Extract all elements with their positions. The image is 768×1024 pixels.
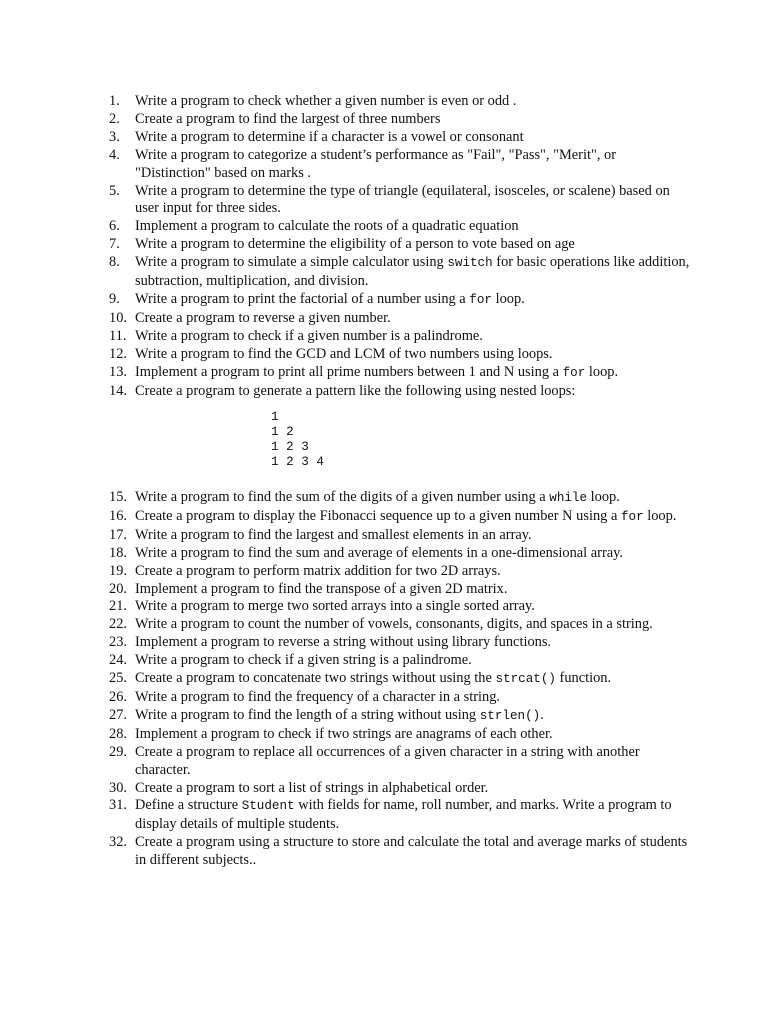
- text-run: Implement a program to reverse a string without using library functions.: [135, 634, 552, 651]
- item-number-text: 5.: [109, 182, 120, 199]
- list-item: [100, 383, 690, 401]
- text-run: Implement a program to calculate the roots of a quadratic equation: [135, 218, 519, 235]
- list-item: [100, 563, 690, 581]
- list-item: [100, 291, 690, 310]
- item-number: [100, 670, 135, 689]
- list-item: [100, 183, 690, 219]
- list-item: [100, 111, 690, 129]
- list-item: [100, 652, 690, 670]
- item-number-text: 14.: [109, 382, 127, 399]
- list-item: [100, 616, 690, 634]
- list-item: [100, 508, 690, 527]
- item-number-text: 15.: [109, 489, 127, 506]
- item-number-text: 23.: [109, 634, 127, 651]
- item-number-text: 30.: [109, 779, 127, 796]
- text-run: Write a program to check if a given number is a palindrome.: [135, 327, 483, 344]
- text-run: Implement a program to find the transpose of a given 2D matrix.: [135, 580, 508, 597]
- text-run: Create a program to find the largest of three numbers: [135, 110, 441, 127]
- text-run: Implement a program to check if two strings are anagrams of each other.: [135, 725, 553, 742]
- item-number: [100, 291, 135, 310]
- item-text: [135, 291, 690, 310]
- text-run: Create a program to perform matrix addition for two 2D arrays.: [135, 562, 501, 579]
- item-text: [135, 236, 690, 254]
- text-run: loop.: [585, 363, 619, 380]
- pattern-line: 1 2 3 4: [271, 455, 324, 470]
- item-number-text: 2.: [109, 110, 120, 127]
- list-item: [100, 689, 690, 707]
- list-item: [100, 797, 690, 834]
- item-text: [135, 129, 690, 147]
- text-run: Create a program to sort a list of strings in alphabetical order.: [135, 779, 489, 796]
- item-text: [135, 527, 690, 545]
- item-text: [135, 834, 690, 870]
- inline-code: strcat(): [495, 672, 556, 687]
- item-text: [135, 670, 690, 689]
- item-number-text: 27.: [109, 706, 127, 723]
- text-run: Write a program to find the largest and smallest elements in an array.: [135, 526, 532, 543]
- inline-code: for: [562, 365, 586, 380]
- item-number-text: 31.: [109, 797, 127, 814]
- text-run: Write a program to find the sum of the digits of a given number using a: [135, 489, 550, 506]
- list-item: [100, 129, 690, 147]
- number-pattern-block: [100, 410, 690, 470]
- item-number: [100, 581, 135, 599]
- item-number-text: 25.: [109, 670, 127, 687]
- text-run: loop.: [643, 507, 677, 524]
- list-item: [100, 726, 690, 744]
- text-run: with fields for name, roll number, and marks. Write a program to display details of multiple students.: [135, 797, 672, 833]
- text-run: Create a program to generate a pattern like the following using nested loops:: [135, 382, 576, 399]
- list-item: [100, 634, 690, 652]
- item-text: [135, 254, 690, 291]
- item-number: [100, 218, 135, 236]
- text-run: Write a program to check if a given string is a palindrome.: [135, 652, 472, 669]
- item-number-text: 29.: [109, 743, 127, 760]
- item-number-text: 18.: [109, 544, 127, 561]
- text-run: Write a program to print the factorial of a number using a: [135, 290, 470, 307]
- text-run: Implement a program to print all prime numbers between 1 and N using a: [135, 363, 563, 380]
- list-item: [100, 527, 690, 545]
- text-run: loop.: [491, 290, 525, 307]
- list-item: [100, 780, 690, 798]
- item-text: [135, 581, 690, 599]
- item-text: [135, 563, 690, 581]
- item-number: [100, 111, 135, 129]
- text-run: Define a structure: [135, 797, 242, 814]
- program-exercise-list: [100, 93, 690, 870]
- item-number-text: 6.: [109, 218, 120, 235]
- item-number-text: 20.: [109, 580, 127, 597]
- item-number: [100, 346, 135, 364]
- item-text: [135, 147, 690, 183]
- item-number-text: 28.: [109, 725, 127, 742]
- item-text: [135, 652, 690, 670]
- item-number-text: 26.: [109, 689, 127, 705]
- text-run: Write a program to find the GCD and LCM of two numbers using loops.: [135, 345, 553, 362]
- text-run: Create a program to replace all occurrences of a given character in a string with another character.: [135, 743, 640, 778]
- text-run: Write a program to determine the eligibility of a person to vote based on age: [135, 236, 575, 253]
- item-number-text: 16.: [109, 507, 127, 524]
- item-number-text: 22.: [109, 616, 127, 633]
- item-number: [100, 689, 135, 707]
- item-text: [135, 598, 690, 616]
- item-number-text: 24.: [109, 652, 127, 669]
- inline-code: strlen(): [479, 708, 541, 723]
- item-number: [100, 527, 135, 545]
- item-text: [135, 797, 690, 834]
- item-number: [100, 563, 135, 581]
- inline-code: for: [620, 509, 644, 524]
- item-number: [100, 616, 135, 634]
- text-run: Create a program to reverse a given number.: [135, 309, 391, 326]
- item-number: [100, 744, 135, 780]
- list-item: [100, 93, 690, 111]
- text-run: Write a program to find the frequency of a character in a string.: [135, 689, 501, 705]
- item-number: [100, 598, 135, 616]
- item-number: [100, 780, 135, 798]
- item-number-text: 9.: [109, 290, 120, 307]
- item-text: [135, 364, 690, 383]
- item-text: [135, 111, 690, 129]
- item-text: [135, 218, 690, 236]
- inline-code: switch: [447, 256, 493, 271]
- text-run: Write a program to find the sum and average of elements in a one-dimensional array.: [135, 544, 623, 561]
- text-run: Write a program to merge two sorted arrays into a single sorted array.: [135, 598, 535, 615]
- list-item: [100, 147, 690, 183]
- item-number-text: 21.: [109, 598, 127, 615]
- item-number: [100, 489, 135, 508]
- item-number: [100, 129, 135, 147]
- item-text: [135, 310, 690, 328]
- list-item: [100, 328, 690, 346]
- text-run: Create a program to concatenate two strings without using the: [135, 670, 496, 687]
- item-number: [100, 328, 135, 346]
- item-number-text: 3.: [109, 128, 120, 145]
- item-number: [100, 254, 135, 291]
- item-number: [100, 147, 135, 183]
- list-item: [100, 581, 690, 599]
- item-number: [100, 93, 135, 111]
- inline-code: while: [549, 491, 588, 506]
- item-text: [135, 508, 690, 527]
- item-number: [100, 545, 135, 563]
- item-text: [135, 744, 690, 780]
- item-text: [135, 93, 690, 111]
- text-run: .: [540, 706, 544, 723]
- list-item: [100, 545, 690, 563]
- inline-code: for: [469, 292, 492, 307]
- item-number: [100, 707, 135, 726]
- text-run: Write a program to find the length of a string without using: [135, 706, 480, 723]
- item-number: [100, 183, 135, 219]
- item-text: [135, 689, 690, 707]
- list-item: [100, 364, 690, 383]
- list-item: [100, 670, 690, 689]
- item-number-text: 8.: [109, 254, 120, 271]
- item-text: [135, 707, 690, 726]
- item-text: [135, 545, 690, 563]
- list-item: [100, 346, 690, 364]
- item-number: [100, 383, 135, 401]
- text-run: Write a program to count the number of vowels, consonants, digits, and spaces in a string.: [135, 616, 653, 633]
- item-number: [100, 310, 135, 328]
- item-number: [100, 634, 135, 652]
- pattern-line: 1 2 3: [271, 440, 309, 455]
- item-number-text: 13.: [109, 363, 127, 380]
- item-text: [135, 489, 690, 508]
- list-item: [100, 707, 690, 726]
- pattern-line: 1 2: [271, 425, 294, 440]
- item-text: [135, 634, 690, 652]
- item-number: [100, 364, 135, 383]
- list-item: [100, 744, 690, 780]
- list-item: [100, 598, 690, 616]
- item-text: [135, 383, 690, 401]
- pattern-line: 1: [271, 410, 279, 425]
- item-text: [135, 183, 690, 219]
- item-number-text: 1.: [109, 93, 120, 109]
- item-number: [100, 508, 135, 527]
- item-text: [135, 780, 690, 798]
- item-text: [135, 616, 690, 634]
- text-run: loop.: [587, 489, 620, 506]
- item-number-text: 10.: [109, 309, 127, 326]
- text-run: function.: [555, 670, 612, 687]
- item-number: [100, 652, 135, 670]
- item-text: [135, 726, 690, 744]
- inline-code: Student: [241, 799, 295, 814]
- list-item: [100, 310, 690, 328]
- item-number: [100, 834, 135, 870]
- text-run: Create a program using a structure to store and calculate the total and average marks of students in different subjects..: [135, 834, 688, 869]
- list-item: [100, 236, 690, 254]
- text-run: for basic operations like addition, subtraction, multiplication, and division.: [135, 254, 690, 290]
- item-number: [100, 797, 135, 834]
- item-number-text: 7.: [109, 236, 120, 253]
- list-item: [100, 489, 690, 508]
- text-run: Write a program to simulate a simple calculator using: [135, 254, 448, 271]
- item-number-text: 12.: [109, 345, 127, 362]
- item-text: [135, 346, 690, 364]
- item-number: [100, 236, 135, 254]
- item-number-text: 17.: [109, 526, 127, 543]
- item-number-text: 11.: [109, 327, 127, 344]
- list-item: [100, 254, 690, 291]
- text-run: Write a program to categorize a student’s performance as "Fail", "Pass", "Merit", or "Distinction" based on marks .: [135, 146, 617, 181]
- text-run: Write a program to determine if a character is a vowel or consonant: [135, 128, 524, 145]
- item-text: [135, 328, 690, 346]
- item-number: [100, 726, 135, 744]
- text-run: Write a program to determine the type of triangle (equilateral, isosceles, or scalene) based on user input for three sides.: [135, 182, 670, 217]
- item-number-text: 32.: [109, 834, 127, 851]
- list-item: [100, 834, 690, 870]
- text-run: Write a program to check whether a given number is even or odd .: [135, 93, 517, 109]
- text-run: Create a program to display the Fibonacci sequence up to a given number N using a: [135, 507, 621, 524]
- list-item: [100, 218, 690, 236]
- item-number-text: 4.: [109, 146, 120, 163]
- item-number-text: 19.: [109, 562, 127, 579]
